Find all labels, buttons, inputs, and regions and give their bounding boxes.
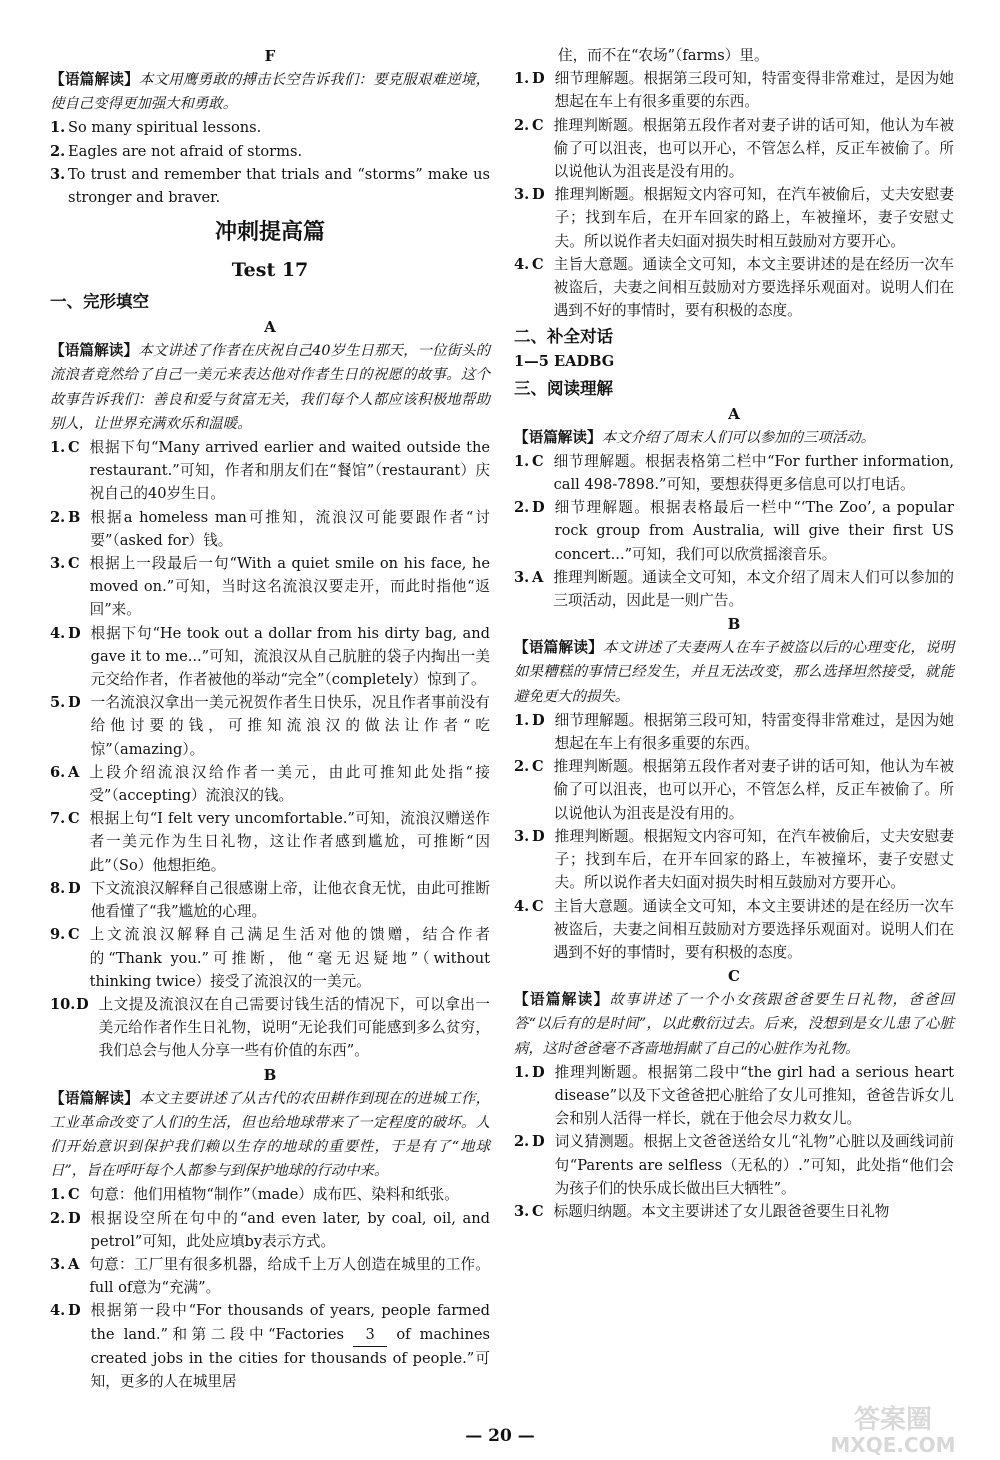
answer-item [50,1183,490,1206]
intro-tag: 【语篇解读】 [50,342,139,360]
answer-item [50,1253,490,1299]
item-explanation: 上段介绍流浪汉给作者一美元，由此可推知此处指“接受”（accepting）流浪汉的钱。 [89,763,490,805]
item-number: 3. [514,568,530,586]
answer-item [50,552,490,622]
section-dialog-heading: 二、补全对话 [514,327,613,347]
answer-item [514,895,954,965]
item-explanation: 一名流浪汉拿出一美元祝贺作者生日快乐，况且作者事前没有给他讨要的钱，可推知流浪汉的做法让作者“吃惊”（amazing）。 [90,694,490,758]
answer-item [50,436,490,506]
item-explanation: 根据a homeless man可推知，流浪汉可能要跟作者“讨要”（asked for）钱。 [90,508,490,549]
continued-text: 住，而不在“农场”（farms）里。 [558,47,769,64]
item-explanation: 上文流浪汉解释自己满足生活对他的馈赠，结合作者的“Thank you.”可推断，他“毫无迟疑地”（without thinking twice）接受了流浪汉的一美元。 [89,926,490,990]
answer-item [514,183,954,253]
item-number: 9. [50,926,66,944]
answer-item [50,506,490,552]
item-number: 7. [50,810,66,828]
item-explanation: 主旨大意题。通读全文可知，本文主要讲述的是在经历一次车被盗后，夫妻之间相互鼓励对方要选择乐观面对。说明人们在遇到不好的事情时，要有积极的态度。 [553,897,954,961]
answer-item [50,923,490,993]
item-answer: D [532,186,545,204]
left-column [50,44,490,1393]
item-answer: C [532,452,544,470]
reading-a-answers [514,450,954,612]
item-number: 3. [514,1202,530,1220]
item-explanation: 根据下句“He took out a dollar from his dirty bag, and gave it to me...”可知，流浪汉从自己肮脏的袋子内掏出一美元交给作者，作者被他的举动“完全”（completely）惊到了。 [90,624,490,689]
answer-item [50,1299,490,1393]
item-number: 3. [514,827,530,845]
item-answer: D [68,879,81,897]
item-explanation: 根据上一段最后一句“With a quiet smile on his face, he moved on.”可知，当时这名流浪汉要走开，而此时指他“返回”来。 [89,555,490,619]
answer-item [50,140,490,163]
item-explanation: 细节理解题。根据第三段可知，特雷变得非常难过，是因为她想起在车上有很多重要的东西。 [554,70,954,111]
answer-item [514,709,954,755]
item-answer: D [68,1302,81,1320]
answer-item [514,114,954,184]
item-number: 1. [50,119,66,137]
subsection-b-intro [50,1087,490,1184]
item-explanation: 句意：他们用植物“制作”（made）成布匹、染料和纸张。 [89,1186,459,1204]
item-number: 6. [50,763,66,781]
item-answer: A [532,568,544,586]
answer-item [50,163,490,209]
section-reading-heading: 三、阅读理解 [514,378,613,398]
page-number: — 20 — [465,1426,535,1446]
reading-b-answers [514,709,954,964]
intro-tag: 【语篇解读】 [50,71,140,88]
reading-c-answers [514,1061,954,1223]
answer-item [514,825,954,895]
item-explanation: 句意：工厂里有很多机器，给成千上万人创造在城里的工作。full of意为“充满”。 [89,1255,490,1297]
item-explanation: 下文流浪汉解释自己很感谢上帝，让他衣食无忧，由此可推断他看懂了“我”尴尬的心理。 [90,879,490,921]
chapter-title: 冲刺提高篇 [214,220,325,246]
item-answer: C [532,1202,544,1220]
answer-item [514,1130,954,1200]
item-explanation: 推理判断题。根据短文内容可知，在汽车被偷后，丈夫安慰妻子；找到车后，在开车回家的路上，车被撞坏，妻子安慰丈夫。所以说作者夫妇面对损失时相互鼓励对方要开心。 [554,186,954,250]
blank-number: 3 [353,1323,387,1347]
item-number: 1. [50,439,66,457]
item-number: 2. [514,1133,530,1151]
item-number: 4. [50,1302,66,1320]
item-number: 4. [514,897,530,915]
intro-tag: 【语篇解读】 [50,1089,140,1107]
intro-text: 本文主要讲述了从古代的农田耕作到现在的进城工作，工业革命改变了人们的生活，但也给地球带来了一定程度的破坏。人们开始意识到保护我们赖以生存的地球的重要性，于是有了“地球日”，旨在呼吁每个人都参与到保护地球的行动中来。 [50,1090,490,1180]
item-number: 10. [50,995,76,1013]
item-number: 4. [514,255,530,273]
item-number: 5. [50,694,66,712]
answer-item [514,496,954,566]
item-number: 1. [514,452,530,470]
section-f-title: F [264,47,276,65]
answer-item [50,807,490,877]
item-number: 3. [514,186,530,204]
test-title: Test 17 [231,259,309,282]
item-explanation: 推理判断题。通读全文可知，本文介绍了周末人们可以参加的三项活动，因此是一则广告。 [553,568,954,610]
item-explanation: 细节理解题。根据表格最后一栏中“‘The Zoo’, a popular rock group from Australia, will give their first US concert...”可知，我们可以欣赏摇滚音乐。 [554,499,954,563]
watermark-logo [808,1400,978,1456]
item-explanation: To trust and remember that trials and “storms” make us stronger and braver. [68,165,490,207]
intro-tag: 【语篇解读】 [514,428,602,446]
item-number: 2. [514,499,530,517]
answer-item [514,755,954,825]
item-number: 1. [50,1186,66,1204]
item-answer: D [532,499,545,517]
item-number: 1. [514,711,530,729]
item-number: 2. [514,758,530,776]
section-f-answers [50,116,490,209]
answer-item [514,566,954,612]
right-column [514,44,954,1223]
answer-item [514,67,954,113]
answer-item [514,1061,954,1131]
answer-item [50,761,490,807]
item-number: 2. [50,508,66,526]
item-text-part1: 根据第一段中“For thousands of years, people farmed the land.”和第二段中“Factories [90,1302,490,1343]
reading-a-title: A [728,404,740,423]
reading-b-intro [514,636,954,709]
item-explanation: 推理判断题。根据短文内容可知，在汽车被偷后，丈夫安慰妻子；找到车后，在开车回家的路上，车被撞坏，妻子安慰丈夫。所以说作者夫妇面对损失时相互鼓励对方要开心。 [554,827,954,892]
item-answer: D [68,624,81,642]
reading-c-title: C [728,967,740,986]
item-answer: C [68,439,80,457]
item-explanation: 上文提及流浪汉在自己需要讨钱生活的情况下，可以拿出一美元给作者作生日礼物，说明“无论我们可能感到多么贫穷，我们总会与他人分享一些有价值的东西”。 [98,995,490,1060]
item-explanation: 推理判断题。根据第五段作者对妻子讲的话可知，他认为车被偷了可以沮丧，也可以开心，不管怎么样，反正车被偷了。所以说他认为沮丧是没有用的。 [553,758,954,822]
item-number: 2. [514,116,530,134]
item-answer: D [532,711,545,729]
item-explanation: 细节理解题。根据表格第二栏中“For further information, call 498-7898.”可知，要想获得更多信息可以打电话。 [553,452,954,494]
dialog-answers: 1—5 EADBG [514,353,615,371]
item-answer: C [532,116,544,134]
item-answer: A [68,1255,80,1273]
item-answer: C [532,897,544,915]
item-explanation: 标题归纳题。本文主要讲述了女儿跟爸爸要生日礼物 [553,1202,890,1220]
answer-item [514,1200,954,1223]
item-number: 2. [50,142,66,160]
item-explanation: So many spiritual lessons. [68,119,262,137]
cloze-b-answers [50,1183,490,1299]
reading-a-intro [514,426,954,450]
item-explanation: Eagles are not afraid of storms. [68,142,303,160]
section-f-intro [50,68,490,116]
item-answer: C [532,758,544,776]
intro-tag: 【语篇解读】 [514,639,604,657]
item-explanation: 根据设空所在句中的“and even later, by coal, oil, and petrol”可知，此处应填by表示方式。 [90,1209,490,1250]
item-answer: D [76,995,89,1013]
item-answer: A [68,763,80,781]
answer-item [50,1207,490,1253]
answer-item [50,993,490,1063]
subsection-b-title: B [263,1065,277,1084]
item-answer: C [68,1186,80,1204]
item-explanation: 根据下句“Many arrived earlier and waited outside the restaurant.”可知，作者和朋友们在“餐馆”（restaurant）庆祝自己的40岁生日。 [89,439,490,503]
item-number: 4. [50,624,66,642]
item-answer: C [68,926,80,944]
reading-c-intro [514,988,954,1061]
item-answer: C [68,810,80,828]
answer-item [50,622,490,692]
item-number: 3. [50,165,66,183]
item-answer: D [532,70,545,88]
item-answer: D [68,1209,81,1227]
intro-tag: 【语篇解读】 [514,991,610,1009]
item-number: 2. [50,1209,66,1227]
item-explanation: 推理判断题。根据第二段中“the girl had a serious heart disease”以及下文爸爸把心脏给了女儿可推知，爸爸告诉女儿会和别人活得一样长，就在于他会尽力救女儿。 [554,1063,954,1128]
item-number: 1. [514,70,530,88]
answer-item [514,450,954,496]
section-cloze-heading: 一、完形填空 [50,292,149,312]
cloze-a-answers [50,436,490,1062]
item-answer: C [532,255,544,273]
item-answer: D [532,1063,545,1081]
subsection-a-title: A [264,318,276,337]
item-explanation [91,1299,490,1393]
item-answer: D [532,827,545,845]
item-number: 8. [50,879,66,897]
item-explanation: 词义猜测题。根据上文爸爸送给女儿“礼物”心脏以及画线词前句“Parents are selfless（无私的）.”可知，此处指“他们会为孩子们的快乐成长做出巨大牺牲”。 [554,1133,954,1197]
answer-item [50,691,490,761]
item-number: 3. [50,555,66,573]
item-explanation: 细节理解题。根据第三段可知，特雷变得非常难过，是因为她想起在车上有很多重要的东西。 [554,711,954,753]
answer-item [50,877,490,923]
intro-text: 本文讲述了夫妻两人在车子被盗以后的心理变化，说明如果糟糕的事情已经发生，并且无法改变，那么选择坦然接受，就能避免更大的损失。 [514,640,954,705]
watermark-line1: 答案圈 [853,1405,933,1435]
subsection-a-intro [50,339,490,436]
intro-text: 本文介绍了周末人们可以参加的三项活动。 [601,429,876,446]
item-answer: B [68,508,81,526]
answer-item [514,253,954,323]
reading-b-title: B [727,615,741,634]
item-answer: C [68,555,80,573]
item-explanation: 推理判断题。根据第五段作者对妻子讲的话可知，他认为车被偷了可以沮丧，也可以开心，不管怎么样，反正车被偷了。所以说他认为沮丧是没有用的。 [553,116,954,181]
item-answer: D [532,1133,545,1151]
answer-item [50,116,490,139]
item-text-part2: of machines created jobs in the cities for thousands of people.”可知，更多的人在城里居 [90,1325,490,1390]
item-number: 1. [514,1063,530,1081]
cloze-b-answers-continued [514,67,954,322]
item-answer: D [68,694,81,712]
intro-text: 故事讲述了一个小女孩跟爸爸要生日礼物，爸爸回答“以后有的是时间”，以此敷衍过去。后来，没想到是女儿患了心脏病，这时爸爸毫不吝啬地捐献了自己的心脏作为礼物。 [514,992,954,1057]
intro-text: 本文用鹰勇敢的搏击长空告诉我们：要克服艰难逆境，使自己变得更加强大和勇敢。 [50,72,490,113]
item-explanation: 根据上句“I felt very uncomfortable.”可知，流浪汉赠送作者一美元作为生日礼物，这让作者感到尴尬，可推断“因此”（So）他想拒绝。 [89,810,490,874]
item-explanation: 主旨大意题。通读全文可知，本文主要讲述的是在经历一次车被盗后，夫妻之间相互鼓励对方要选择乐观面对。说明人们在遇到不好的事情时，要有积极的态度。 [553,255,954,320]
item-number: 3. [50,1255,66,1273]
watermark-line2: MXQE.COM [830,1433,956,1456]
intro-text: 本文讲述了作者在庆祝自己40岁生日那天，一位街头的流浪者竟然给了自己一美元来表达他对作者生日的祝愿的故事。这个故事告诉我们：善良和爱与贫富无关，我们每个人都应该积极地帮助别人，让世界充满欢乐和温暖。 [50,343,490,432]
